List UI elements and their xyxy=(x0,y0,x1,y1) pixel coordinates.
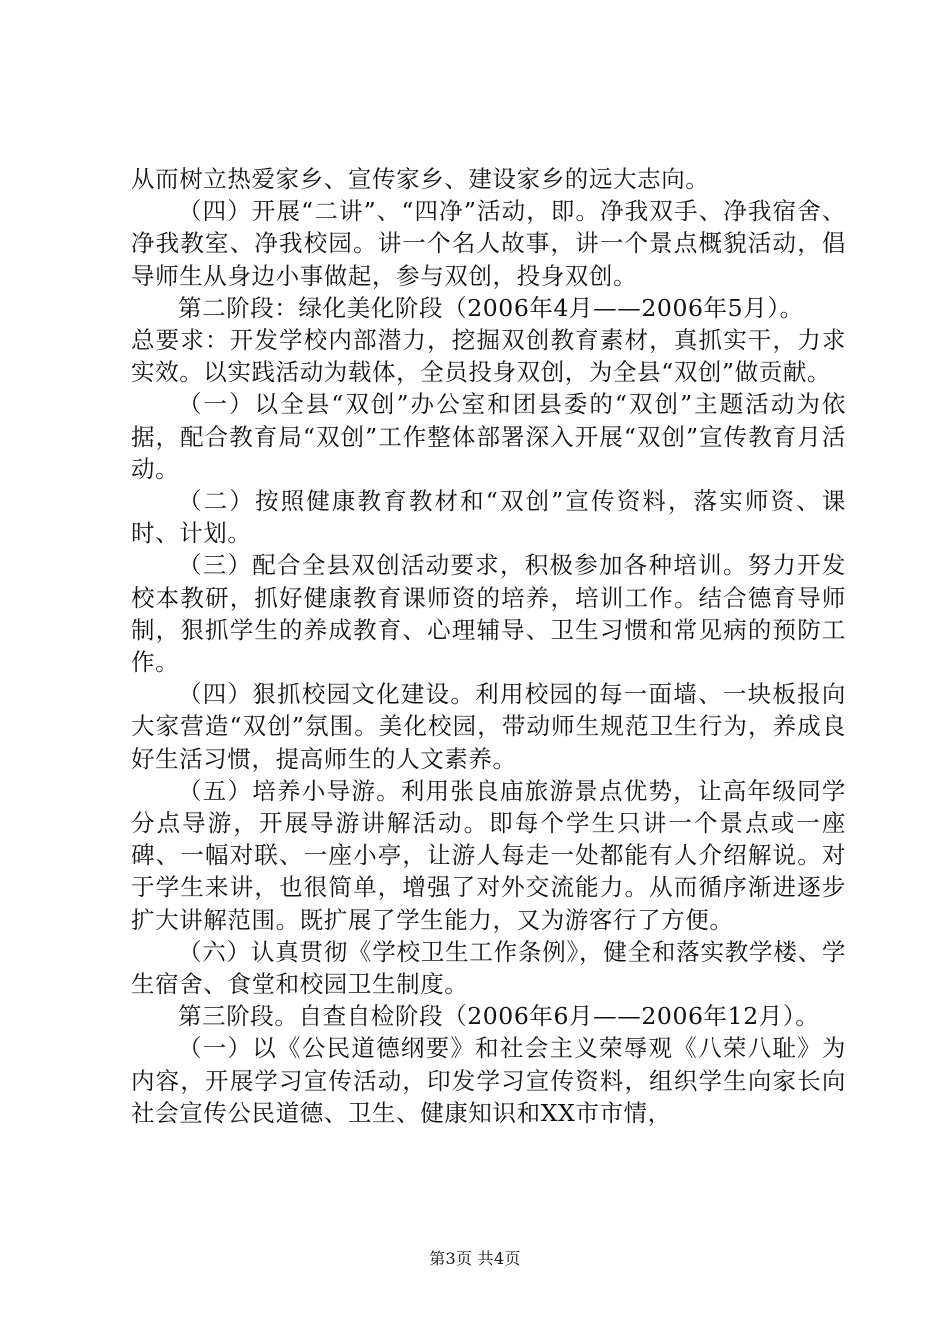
paragraph-10: （六）认真贯彻《学校卫生工作条例》，健全和落实教学楼、学生宿舍、食堂和校园卫生制度。 xyxy=(131,937,846,999)
paragraph-1: 从而树立热爱家乡、宣传家乡、建设家乡的远大志向。 xyxy=(131,165,710,193)
paragraph-2: （四）开展“二讲”、“四净”活动，即。净我双手、净我宿舍、净我教室、净我校园。讲一个名人故事，讲一个景点概貌活动，倡导师生从身边小事做起，参与双创，投身双创。 xyxy=(131,197,846,290)
document-body xyxy=(131,163,846,1129)
paragraph-4: 总要求：开发学校内部潜力，挖掘双创教育素材，真抓实干，力求实效。以实践活动为载体，全员投身双创，为全县“双创”做贡献。 xyxy=(131,326,846,387)
paragraph-7: （三）配合全县双创活动要求，积极参加各种培训。努力开发校本教研，抓好健康教育课师资的培养，培训工作。结合德育导师制，狠抓学生的养成教育、心理辅导、卫生习惯和常见病的预防工作。 xyxy=(131,551,846,677)
paragraph-9: （五）培养小导游。利用张良庙旅游景点优势，让高年级同学分点导游，开展导游讲解活动。即每个学生只讲一个景点或一座碑、一幅对联、一座小亭，让游人每走一处都能有人介绍解说。对于学生来讲，也很简单，增强了对外交流能力。从而循序渐进逐步扩大讲解范围。既扩展了学生能力，又为游客行了方便。 xyxy=(131,776,846,934)
paragraph-5: （一）以全县“双创”办公室和团县委的“双创”主题活动为依据，配合教育局“双创”工作整体部署深入开展“双创”宣传教育月活动。 xyxy=(131,390,846,483)
paragraph-8: （四）狠抓校园文化建设。利用校园的每一面墙、一块板报向大家营造“双创”氛围。美化校园，带动师生规范卫生行为，养成良好生活习惯，提高师生的人文素养。 xyxy=(131,680,846,773)
paragraph-3: 第二阶段：绿化美化阶段（2006年4月——2006年5月）。 xyxy=(178,293,804,322)
paragraph-12: （一）以《公民道德纲要》和社会主义荣辱观《八荣八耻》为内容，开展学习宣传活动，印发学习宣传资料，组织学生向家长向社会宣传公民道德、卫生、健康知识和XX市市情， xyxy=(131,1034,846,1127)
paragraph-6: （二）按照健康教育教材和“双创”宣传资料，落实师资、课时、计划。 xyxy=(131,487,846,548)
paragraph-11: 第三阶段。自查自检阶段（2006年6月——2006年12月）。 xyxy=(178,1002,820,1031)
page-footer: 第3页 共4页 xyxy=(429,1249,521,1268)
